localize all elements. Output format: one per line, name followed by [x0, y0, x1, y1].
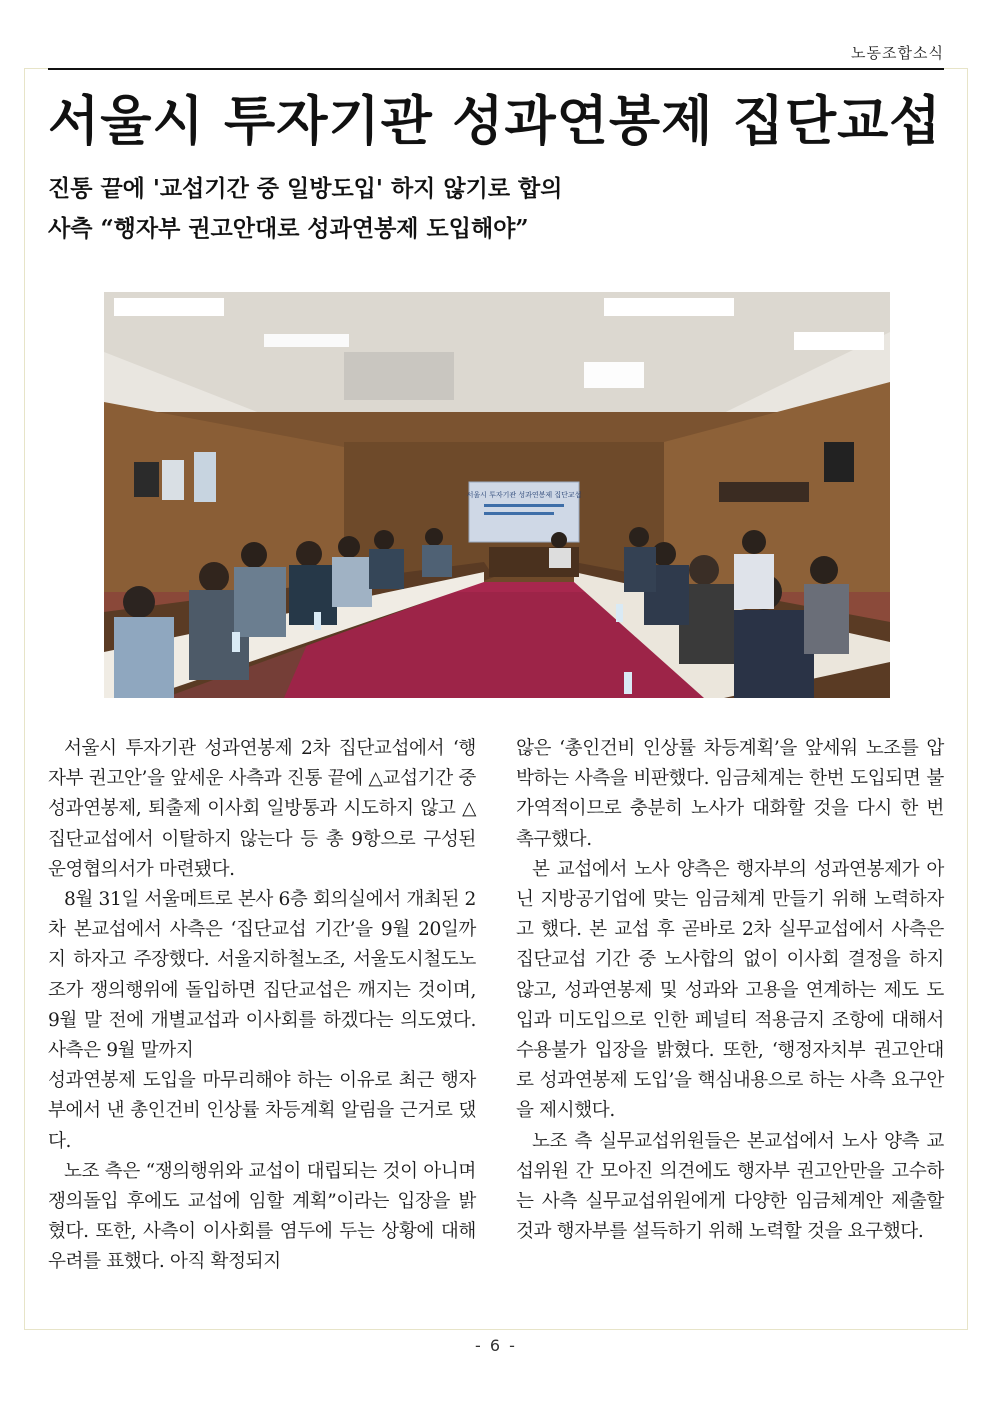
- paragraph: 본 교섭에서 노사 양측은 행자부의 성과연봉제가 아닌 지방공기업에 맞는 임금체계 만들기 위해 노력하자고 했다. 본 교섭 후 곧바로 2차 실무교섭에서 사측은 집단교섭 기간 중 노사합의 없이 이사회 결정을 하지 않고, 성과연봉제 및 성과와 고용을 연계하는 제도 도입과 미도입으로 인한 페널티 적용금지 조항에 대해서 수용불가 입장을 밝혔다. 또한, ‘행정자치부 권고안대로 성과연봉제 도입’을 핵심내용으로 하는 사측 요구안을 제시했다.: [516, 858, 944, 1122]
- article-subhead-2: 사측 “행자부 권고안대로 성과연봉제 도입해야”: [48, 215, 529, 242]
- paragraph: 노조 측은 “쟁의행위와 교섭이 대립되는 것이 아니며 쟁의돌입 후에도 교섭에 임할 계획”이라는 입장을 밝혔다. 또한, 사측이 이사회를 염두에 두는 상황에 대해 우려를 표했다. 아직 확정되지: [48, 1160, 476, 1273]
- article-body-right: [516, 734, 944, 1247]
- article-subhead-1: 진통 끝에 '교섭기간 중 일방도입' 하지 않기로 합의: [48, 175, 563, 202]
- section-label: 노동조합소식: [851, 44, 944, 62]
- paragraph: 노조 측 실무교섭위원들은 본교섭에서 노사 양측 교섭위원 간 모아진 의견에도 행자부 권고안만을 고수하는 사측 실무교섭위원에게 다양한 임금체계안 제출할 것과 행자부를 설득하기 위해 노력할 것을 요구했다.: [516, 1130, 944, 1243]
- article-body-left: [48, 734, 476, 1278]
- meeting-photo: [104, 292, 890, 698]
- paragraph: 서울시 투자기관 성과연봉제 2차 집단교섭에서 ‘행자부 권고안’을 앞세운 사측과 진통 끝에 △교섭기간 중 성과연봉제, 퇴출제 이사회 일방통과 시도하지 않고 △집단교섭에서 이탈하지 않는다 등 총 9항으로 구성된 운영협의서가 마련됐다.: [48, 738, 476, 880]
- article-headline: 서울시 투자기관 성과연봉제 집단교섭: [48, 91, 942, 152]
- paragraph: 않은 ‘총인건비 인상률 차등계획’을 앞세워 노조를 압박하는 사측을 비판했다. 임금체계는 한번 도입되면 불가역적이므로 충분히 노사가 대화할 것을 다시 한 번 촉구했다.: [516, 738, 944, 850]
- banner-text: 서울시 투자기관 성과연봉제 집단교섭: [466, 491, 582, 499]
- header-rule: [48, 68, 944, 70]
- page-number: - 6 -: [475, 1336, 517, 1355]
- paragraph: 8월 31일 서울메트로 본사 6층 회의실에서 개최된 2차 본교섭에서 사측은 ‘집단교섭 기간’을 9월 20일까지 하자고 주장했다. 서울지하철노조, 서울도시철도노조가 쟁의행위에 돌입하면 집단교섭은 깨지는 것이며, 9월 말 전에 개별교섭과 이사회를 하겠다는 의도였다. 사측은 9월 말까지: [48, 889, 476, 1062]
- paragraph: 성과연봉제 도입을 마무리해야 하는 이유로 최근 행자부에서 낸 총인건비 인상률 차등계획 알림을 근거로 댔다.: [48, 1070, 476, 1152]
